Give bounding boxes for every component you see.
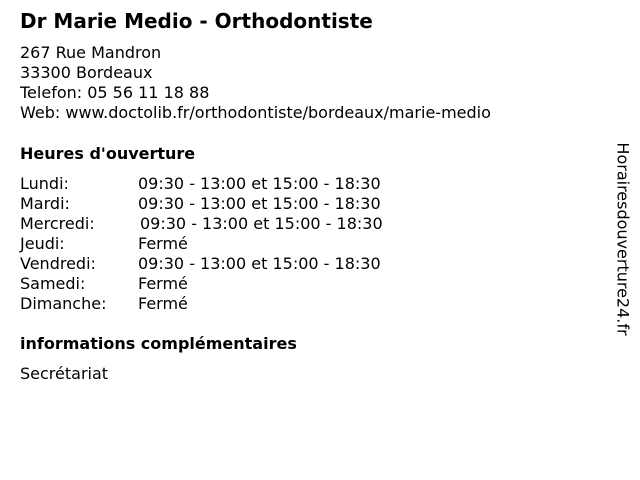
info-heading: informations complémentaires [20, 334, 297, 353]
time-value: Fermé [138, 274, 188, 293]
day-label: Jeudi: [20, 234, 65, 253]
day-label: Mardi: [20, 194, 70, 213]
hours-heading: Heures d'ouverture [20, 144, 196, 163]
city-postcode: 33300 Bordeaux [20, 63, 153, 82]
info-text: Secrétariat [20, 364, 109, 383]
site-watermark: Horairesdouverture24.fr [613, 142, 633, 336]
time-value: Fermé [138, 234, 188, 253]
day-label: Vendredi: [20, 254, 96, 273]
phone-number: Telefon: 05 56 11 18 88 [20, 83, 210, 102]
street-address: 267 Rue Mandron [20, 43, 162, 62]
time-value: 09:30 - 13:00 et 15:00 - 18:30 [138, 194, 381, 213]
website: Web: www.doctolib.fr/orthodontiste/bordeaux/marie-medio [20, 103, 491, 122]
time-value: 09:30 - 13:00 et 15:00 - 18:30 [140, 214, 383, 233]
time-value: 09:30 - 13:00 et 15:00 - 18:30 [138, 254, 381, 273]
time-value: 09:30 - 13:00 et 15:00 - 18:30 [138, 174, 381, 193]
time-value: Fermé [138, 294, 188, 313]
day-label: Samedi: [20, 274, 86, 293]
day-label: Lundi: [20, 174, 69, 193]
day-label: Dimanche: [20, 294, 107, 313]
address-block [20, 43, 491, 123]
page-title: Dr Marie Medio - Orthodontiste [20, 9, 373, 33]
day-label: Mercredi: [20, 214, 95, 233]
